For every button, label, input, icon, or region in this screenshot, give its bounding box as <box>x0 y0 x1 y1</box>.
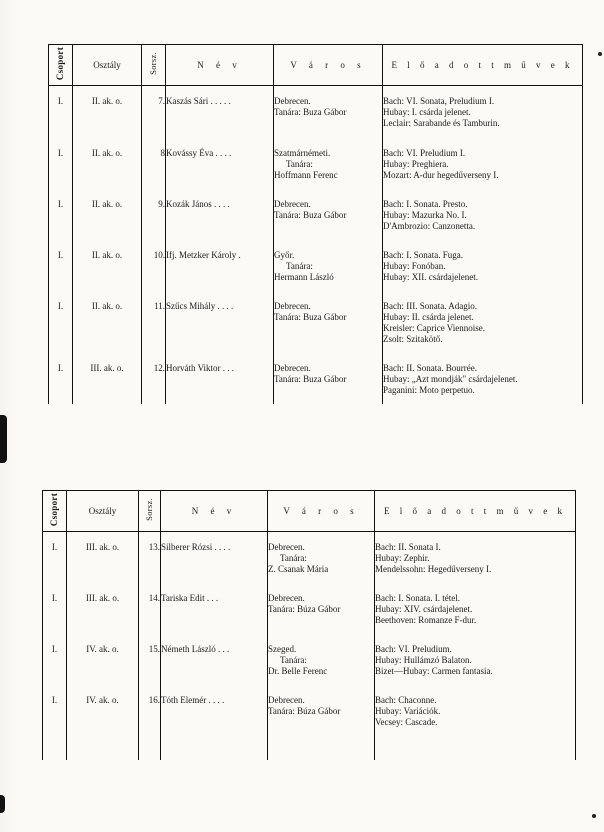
city-line: Debrecen. <box>268 593 305 603</box>
table-row <box>49 291 583 353</box>
city-line: Debrecen. <box>274 300 311 311</box>
city-line: Z. Csanak Mária <box>268 564 329 574</box>
works-cell <box>383 240 583 291</box>
work-line: Hubay: Hullámzó Balaton. <box>375 655 472 665</box>
group-cell: I. <box>49 189 73 240</box>
column-header-works: E l ő a d o t t m ű v e k <box>375 491 576 532</box>
number-cell: 10. <box>142 240 166 291</box>
name-cell: Tóth Elemér . . . . <box>161 685 268 760</box>
number-cell: 16. <box>139 685 161 760</box>
work-line: Vecsey: Cascade. <box>375 717 438 727</box>
column-header-name: N é v <box>161 491 268 532</box>
number-cell: 7. <box>142 86 166 138</box>
city-cell <box>268 634 375 685</box>
city-line: Szeged. <box>268 644 297 654</box>
table-row <box>49 353 583 404</box>
class-cell: III. ak. o. <box>67 583 139 634</box>
city-cell <box>274 138 383 189</box>
works-cell <box>375 583 576 634</box>
column-header-class: Osztály <box>73 45 142 86</box>
work-line: Hubay: Preghiera. <box>383 158 449 169</box>
column-header-class: Osztály <box>67 491 139 532</box>
work-line: Beethoven: Romanze F-dur. <box>375 615 477 625</box>
column-header-group: Csoport <box>49 45 73 86</box>
works-cell <box>383 138 583 189</box>
city-line: Dr. Belle Ferenc <box>268 666 328 676</box>
class-cell: II. ak. o. <box>73 138 142 189</box>
work-line: Zsolt: Szitakötő. <box>383 333 443 344</box>
city-line: Tanára: Buza Gábor <box>274 311 347 322</box>
binding-mark <box>0 415 7 463</box>
work-line: Leclair: Sarabande és Tamburin. <box>383 118 500 128</box>
work-line: Bach: II. Sonata I. <box>375 542 441 552</box>
city-cell <box>274 189 383 240</box>
class-cell: II. ak. o. <box>73 189 142 240</box>
city-line: Tanára: <box>286 158 313 169</box>
work-line: Bizet—Hubay: Carmen fantasia. <box>375 666 493 676</box>
column-header-number: Sorsz. <box>139 491 161 532</box>
city-line: Debrecen. <box>274 362 311 373</box>
work-line: Hubay: Fonóban. <box>383 260 446 271</box>
work-line: D'Ambrozio: Canzonetta. <box>383 220 476 231</box>
city-line: Debrecen. <box>268 542 305 552</box>
table-row <box>49 138 583 189</box>
city-line: Hoffmann Ferenc <box>274 169 338 180</box>
column-header-group: Csoport <box>43 491 67 532</box>
table-header-row <box>43 491 576 532</box>
edge-dot <box>592 814 596 818</box>
edge-dot <box>598 52 602 56</box>
work-line: Hubay: Variációk. <box>375 706 441 716</box>
table-row <box>49 86 583 138</box>
number-cell: 9. <box>142 189 166 240</box>
work-line: Bach: III. Sonata. Adagio. <box>383 300 477 311</box>
name-cell: Horváth Viktor . . . <box>166 353 274 404</box>
column-header-city: V á r o s <box>274 45 383 86</box>
class-cell: II. ak. o. <box>73 240 142 291</box>
city-cell <box>274 86 383 138</box>
city-line: Hermann László <box>274 271 334 282</box>
group-cell: I. <box>49 240 73 291</box>
work-line: Bach: VI. Sonata, Preludium I. <box>383 96 495 106</box>
column-header-name: N é v <box>166 45 274 86</box>
work-line: Bach: VI. Preludium I. <box>383 147 466 158</box>
name-cell: Kovássy Éva . . . . <box>166 138 274 189</box>
work-line: Paganini: Moto perpetuo. <box>383 384 475 395</box>
city-cell <box>268 532 375 584</box>
works-cell <box>383 86 583 138</box>
city-line: Debrecen. <box>274 96 311 106</box>
work-line: Hubay: Mazurka No. I. <box>383 209 467 220</box>
class-cell: IV. ak. o. <box>67 685 139 760</box>
number-cell: 11. <box>142 291 166 353</box>
class-cell: III. ak. o. <box>73 353 142 404</box>
group-cell: I. <box>49 353 73 404</box>
works-cell <box>383 291 583 353</box>
group-cell: I. <box>43 634 67 685</box>
group-cell: I. <box>49 86 73 138</box>
number-cell: 14. <box>139 583 161 634</box>
class-cell: II. ak. o. <box>73 86 142 138</box>
number-cell: 15. <box>139 634 161 685</box>
number-cell: 8 <box>142 138 166 189</box>
work-line: Hubay: XII. csárdajelenet. <box>383 271 478 282</box>
column-header-number: Sorsz. <box>142 45 166 86</box>
name-cell: Tariska Edit . . . <box>161 583 268 634</box>
city-line: Tanára: Búza Gábor <box>268 706 341 716</box>
works-cell <box>383 353 583 404</box>
class-cell: II. ak. o. <box>73 291 142 353</box>
work-line: Bach: VI. Preludium. <box>375 644 452 654</box>
city-line: Tanára: <box>286 260 313 271</box>
name-cell: Ifj. Metzker Károly . <box>166 240 274 291</box>
group-cell: I. <box>43 685 67 760</box>
performers-table-2 <box>42 490 576 760</box>
number-cell: 12. <box>142 353 166 404</box>
city-line: Szatmárnémeti. <box>274 147 331 158</box>
city-line: Tanára: Buza Gábor <box>274 107 347 117</box>
table-row <box>43 583 576 634</box>
class-cell: IV. ak. o. <box>67 634 139 685</box>
table-row <box>43 532 576 584</box>
city-line: Tanára: Búza Gábor <box>268 604 341 614</box>
city-line: Debrecen. <box>274 198 311 209</box>
table-header-row <box>49 45 583 86</box>
city-line: Debrecen. <box>268 695 305 705</box>
work-line: Bach: I. Sonata. I. tétel. <box>375 593 460 603</box>
column-header-city: V á r o s <box>268 491 375 532</box>
work-line: Hubay: Zephir. <box>375 553 430 563</box>
name-cell: Silberer Rózsi . . . . <box>161 532 268 584</box>
group-cell: I. <box>43 583 67 634</box>
binding-mark-lower <box>0 795 5 813</box>
name-cell: Kaszás Sári . . . . . <box>166 86 274 138</box>
work-line: Kreisler: Caprice Viennoise. <box>383 322 486 333</box>
work-line: Mendelssohn: Hegedűverseny I. <box>375 564 492 574</box>
work-line: Hubay: II. csárda jelenet. <box>383 311 474 322</box>
works-cell <box>375 685 576 760</box>
work-line: Bach: I. Sonata. Fuga. <box>383 249 463 260</box>
work-line: Bach: II. Sonata. Bourrée. <box>383 362 477 373</box>
work-line: Mozart: A-dur hegedűverseny I. <box>383 169 499 180</box>
work-line: Hubay: XIV. csárdajelenet. <box>375 604 473 614</box>
group-cell: I. <box>49 138 73 189</box>
table-row <box>43 685 576 760</box>
group-cell: I. <box>49 291 73 353</box>
column-header-works: E l ő a d o t t m ű v e k <box>383 45 583 86</box>
table-row <box>43 634 576 685</box>
name-cell: Kozák János . . . . <box>166 189 274 240</box>
city-cell <box>274 240 383 291</box>
work-line: Hubay: „Azt mondják" csárdajelenet. <box>383 373 518 384</box>
work-line: Hubay: I. csárda jelenet. <box>383 107 471 117</box>
group-cell: I. <box>43 532 67 584</box>
performers-table-1 <box>48 44 583 404</box>
city-cell <box>268 583 375 634</box>
works-cell <box>375 532 576 584</box>
name-cell: Szűcs Mihály . . . . <box>166 291 274 353</box>
name-cell: Németh László . . . <box>161 634 268 685</box>
city-cell <box>274 353 383 404</box>
city-cell <box>274 291 383 353</box>
works-cell <box>375 634 576 685</box>
city-line: Tanára: <box>280 655 307 665</box>
city-line: Tanára: Buza Gábor <box>274 373 347 384</box>
city-line: Tanára: <box>280 553 307 563</box>
class-cell: III. ak. o. <box>67 532 139 584</box>
city-line: Tanára: Buza Gábor <box>274 209 347 220</box>
number-cell: 13. <box>139 532 161 584</box>
work-line: Bach: I. Sonata. Presto. <box>383 198 468 209</box>
city-line: Győr. <box>274 249 295 260</box>
table-row <box>49 240 583 291</box>
table-row <box>49 189 583 240</box>
work-line: Bach: Chaconne. <box>375 695 437 705</box>
works-cell <box>383 189 583 240</box>
city-cell <box>268 685 375 760</box>
